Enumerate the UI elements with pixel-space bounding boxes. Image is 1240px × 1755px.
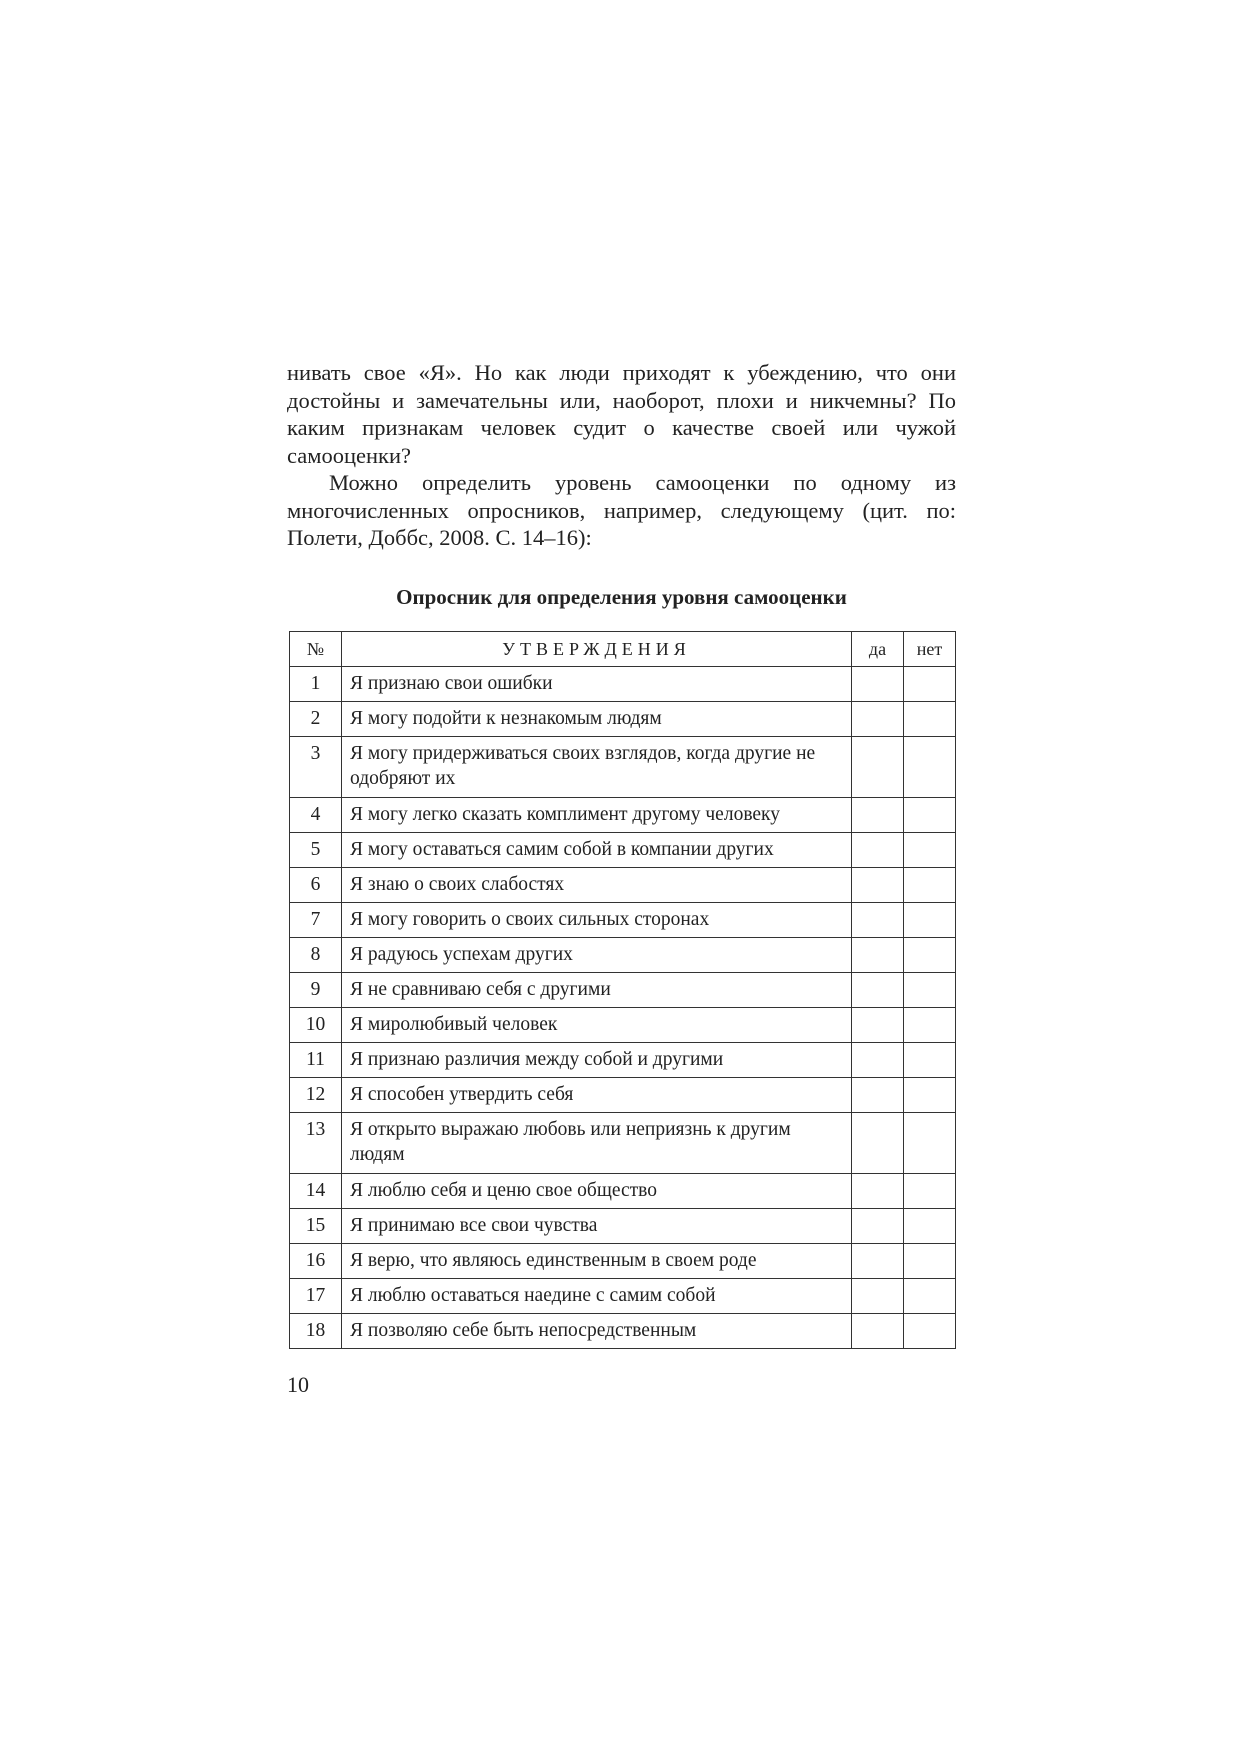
table-row	[290, 1043, 956, 1078]
no-cell[interactable]	[904, 1043, 956, 1078]
yes-cell[interactable]	[852, 667, 904, 702]
yes-cell[interactable]	[852, 1279, 904, 1314]
table-row	[290, 702, 956, 737]
header-yes: да	[852, 632, 904, 667]
no-cell[interactable]	[904, 868, 956, 903]
page-number: 10	[287, 1372, 309, 1397]
row-number: 13	[290, 1113, 342, 1174]
no-cell[interactable]	[904, 1078, 956, 1113]
yes-cell[interactable]	[852, 1209, 904, 1244]
no-cell[interactable]	[904, 833, 956, 868]
no-cell[interactable]	[904, 702, 956, 737]
row-statement: Я способен утвердить себя	[342, 1078, 852, 1113]
no-cell[interactable]	[904, 938, 956, 973]
row-statement: Я верю, что являюсь единственным в своем роде	[342, 1244, 852, 1279]
yes-cell[interactable]	[852, 1113, 904, 1174]
row-number: 1	[290, 667, 342, 702]
no-cell[interactable]	[904, 1279, 956, 1314]
yes-cell[interactable]	[852, 798, 904, 833]
row-number: 16	[290, 1244, 342, 1279]
table-row	[290, 737, 956, 798]
row-statement: Я могу придерживаться своих взглядов, когда другие не одобряют их	[342, 737, 852, 798]
no-cell[interactable]	[904, 667, 956, 702]
yes-cell[interactable]	[852, 702, 904, 737]
row-statement: Я могу оставаться самим собой в компании других	[342, 833, 852, 868]
header-no: нет	[904, 632, 956, 667]
yes-cell[interactable]	[852, 1314, 904, 1349]
row-statement: Я открыто выражаю любовь или неприязнь к другим людям	[342, 1113, 852, 1174]
no-cell[interactable]	[904, 1244, 956, 1279]
yes-cell[interactable]	[852, 973, 904, 1008]
no-cell[interactable]	[904, 1113, 956, 1174]
row-number: 5	[290, 833, 342, 868]
row-number: 3	[290, 737, 342, 798]
row-statement: Я позволяю себе быть непосредственным	[342, 1314, 852, 1349]
row-statement: Я не сравниваю себя с другими	[342, 973, 852, 1008]
yes-cell[interactable]	[852, 1244, 904, 1279]
row-number: 10	[290, 1008, 342, 1043]
paragraph-1: нивать свое «Я». Но как люди приходят к убеждению, что они достойны и замечательны или, наоборот, плохи и никчемны? По каким признакам человек судит о качестве своей или чужой самооценки?	[287, 360, 956, 468]
row-number: 2	[290, 702, 342, 737]
survey-table	[289, 631, 956, 1349]
row-number: 12	[290, 1078, 342, 1113]
yes-cell[interactable]	[852, 938, 904, 973]
row-statement: Я могу легко сказать комплимент другому человеку	[342, 798, 852, 833]
paragraph-2: Можно определить уровень самооценки по одному из многочисленных опросников, например, следующему (цит. по: Полети, Доббс, 2008. С. 14–16):	[287, 470, 956, 550]
yes-cell[interactable]	[852, 1078, 904, 1113]
table-row	[290, 833, 956, 868]
yes-cell[interactable]	[852, 1174, 904, 1209]
row-number: 8	[290, 938, 342, 973]
row-number: 6	[290, 868, 342, 903]
row-number: 4	[290, 798, 342, 833]
table-header-row	[290, 632, 956, 667]
row-statement: Я признаю свои ошибки	[342, 667, 852, 702]
table-row	[290, 868, 956, 903]
row-statement: Я могу говорить о своих сильных сторонах	[342, 903, 852, 938]
yes-cell[interactable]	[852, 737, 904, 798]
row-number: 14	[290, 1174, 342, 1209]
no-cell[interactable]	[904, 1174, 956, 1209]
yes-cell[interactable]	[852, 1008, 904, 1043]
row-statement: Я люблю себя и ценю свое общество	[342, 1174, 852, 1209]
yes-cell[interactable]	[852, 868, 904, 903]
row-statement: Я могу подойти к незнакомым людям	[342, 702, 852, 737]
table-row	[290, 903, 956, 938]
no-cell[interactable]	[904, 1008, 956, 1043]
table-title: Опросник для определения уровня самооценки	[396, 585, 847, 609]
row-statement: Я признаю различия между собой и другими	[342, 1043, 852, 1078]
row-number: 7	[290, 903, 342, 938]
yes-cell[interactable]	[852, 1043, 904, 1078]
row-number: 9	[290, 973, 342, 1008]
table-row	[290, 973, 956, 1008]
no-cell[interactable]	[904, 903, 956, 938]
table-row	[290, 667, 956, 702]
row-number: 17	[290, 1279, 342, 1314]
yes-cell[interactable]	[852, 833, 904, 868]
table-row	[290, 1314, 956, 1349]
no-cell[interactable]	[904, 737, 956, 798]
table-row	[290, 1113, 956, 1174]
row-number: 15	[290, 1209, 342, 1244]
table-row	[290, 798, 956, 833]
no-cell[interactable]	[904, 798, 956, 833]
no-cell[interactable]	[904, 1209, 956, 1244]
row-statement: Я принимаю все свои чувства	[342, 1209, 852, 1244]
table-row	[290, 938, 956, 973]
row-statement: Я знаю о своих слабостях	[342, 868, 852, 903]
yes-cell[interactable]	[852, 903, 904, 938]
no-cell[interactable]	[904, 973, 956, 1008]
no-cell[interactable]	[904, 1314, 956, 1349]
table-row	[290, 1209, 956, 1244]
table-row	[290, 1174, 956, 1209]
header-number: №	[290, 632, 342, 667]
body-text	[287, 359, 956, 552]
table-row	[290, 1279, 956, 1314]
row-number: 11	[290, 1043, 342, 1078]
row-number: 18	[290, 1314, 342, 1349]
row-statement: Я миролюбивый человек	[342, 1008, 852, 1043]
table-row	[290, 1244, 956, 1279]
row-statement: Я радуюсь успехам других	[342, 938, 852, 973]
row-statement: Я люблю оставаться наедине с самим собой	[342, 1279, 852, 1314]
table-row	[290, 1008, 956, 1043]
header-statements: УТВЕРЖДЕНИЯ	[342, 632, 852, 667]
table-row	[290, 1078, 956, 1113]
